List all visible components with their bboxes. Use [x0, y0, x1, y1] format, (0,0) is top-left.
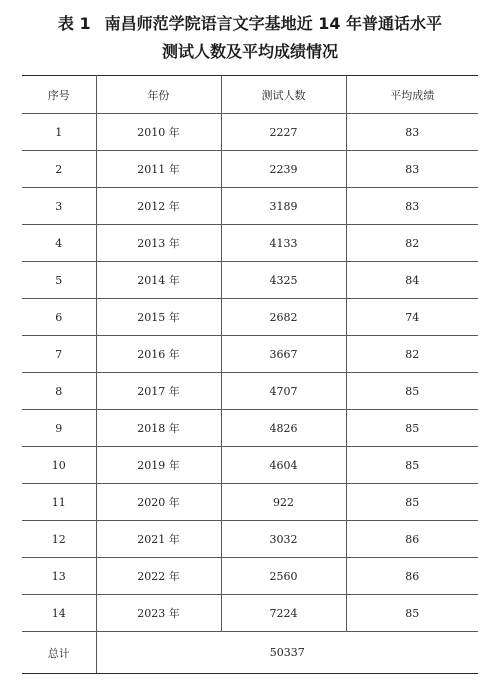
cell-test-count: 2227: [221, 114, 346, 151]
cell-test-count: 4133: [221, 225, 346, 262]
cell-test-count: 4325: [221, 262, 346, 299]
cell-average-score: 85: [346, 410, 478, 447]
cell-index: 10: [22, 447, 96, 484]
caption-line-1: [0, 10, 500, 38]
cell-index: 5: [22, 262, 96, 299]
caption-prefix: 表 1: [57, 14, 91, 33]
cell-year: 2011 年: [96, 151, 221, 188]
cell-average-score: 85: [346, 447, 478, 484]
cell-test-count: 3189: [221, 188, 346, 225]
table-row: [22, 558, 478, 595]
header-average-score: 平均成绩: [346, 76, 478, 114]
cell-year: 2018 年: [96, 410, 221, 447]
table-caption: [0, 10, 500, 66]
cell-average-score: 82: [346, 225, 478, 262]
table-row: [22, 410, 478, 447]
cell-test-count: 4826: [221, 410, 346, 447]
header-test-count: 测试人数: [221, 76, 346, 114]
cell-year: 2019 年: [96, 447, 221, 484]
cell-average-score: 83: [346, 151, 478, 188]
table-row: [22, 151, 478, 188]
cell-year: 2020 年: [96, 484, 221, 521]
cell-year: 2023 年: [96, 595, 221, 632]
cell-index: 8: [22, 373, 96, 410]
cell-index: 2: [22, 151, 96, 188]
cell-index: 13: [22, 558, 96, 595]
cell-year: 2013 年: [96, 225, 221, 262]
total-label: 总计: [22, 632, 96, 674]
cell-average-score: 83: [346, 114, 478, 151]
cell-average-score: 84: [346, 262, 478, 299]
cell-average-score: 74: [346, 299, 478, 336]
cell-year: 2010 年: [96, 114, 221, 151]
cell-test-count: 3032: [221, 521, 346, 558]
data-table: [22, 75, 478, 674]
header-year: 年份: [96, 76, 221, 114]
cell-index: 6: [22, 299, 96, 336]
cell-index: 11: [22, 484, 96, 521]
caption-line-2: 测试人数及平均成绩情况: [161, 42, 338, 61]
cell-index: 9: [22, 410, 96, 447]
cell-year: 2012 年: [96, 188, 221, 225]
cell-average-score: 86: [346, 558, 478, 595]
cell-test-count: 922: [221, 484, 346, 521]
table-row: [22, 373, 478, 410]
cell-average-score: 85: [346, 595, 478, 632]
cell-index: 1: [22, 114, 96, 151]
cell-average-score: 82: [346, 336, 478, 373]
table-row: [22, 188, 478, 225]
table-row: [22, 336, 478, 373]
cell-index: 3: [22, 188, 96, 225]
cell-year: 2014 年: [96, 262, 221, 299]
table-row: [22, 447, 478, 484]
header-row: [22, 76, 478, 114]
cell-index: 4: [22, 225, 96, 262]
cell-index: 7: [22, 336, 96, 373]
table-row: [22, 299, 478, 336]
cell-average-score: 83: [346, 188, 478, 225]
cell-test-count: 2682: [221, 299, 346, 336]
cell-year: 2016 年: [96, 336, 221, 373]
cell-average-score: 85: [346, 373, 478, 410]
cell-test-count: 3667: [221, 336, 346, 373]
table-row: [22, 484, 478, 521]
cell-test-count: 4604: [221, 447, 346, 484]
cell-test-count: 4707: [221, 373, 346, 410]
cell-year: 2015 年: [96, 299, 221, 336]
cell-test-count: 7224: [221, 595, 346, 632]
cell-average-score: 85: [346, 484, 478, 521]
table-row: [22, 114, 478, 151]
total-value: 50337: [96, 632, 478, 674]
cell-year: 2022 年: [96, 558, 221, 595]
table-body: [22, 114, 478, 674]
cell-year: 2021 年: [96, 521, 221, 558]
cell-test-count: 2239: [221, 151, 346, 188]
total-row: [22, 632, 478, 674]
table-row: [22, 521, 478, 558]
cell-average-score: 86: [346, 521, 478, 558]
table-row: [22, 595, 478, 632]
cell-test-count: 2560: [221, 558, 346, 595]
header-index: 序号: [22, 76, 96, 114]
caption-title: 南昌师范学院语言文字基地近 14 年普通话水平: [104, 14, 443, 33]
cell-index: 12: [22, 521, 96, 558]
table-row: [22, 262, 478, 299]
cell-year: 2017 年: [96, 373, 221, 410]
cell-index: 14: [22, 595, 96, 632]
table-row: [22, 225, 478, 262]
